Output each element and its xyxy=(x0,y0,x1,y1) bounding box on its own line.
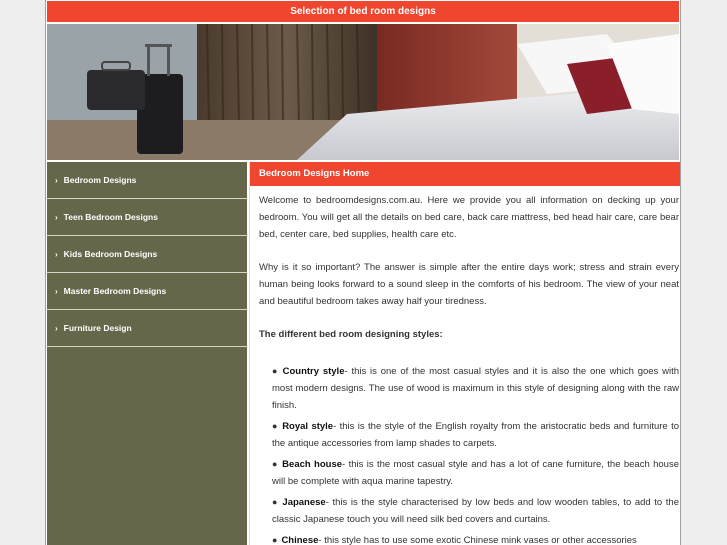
sidebar-nav xyxy=(47,162,247,545)
bullet-icon: ● xyxy=(272,535,278,545)
chevron-right-icon: › xyxy=(55,175,58,185)
list-item xyxy=(272,456,679,490)
sidebar-item-label: Furniture Design xyxy=(63,323,132,333)
style-name: Country style xyxy=(282,366,345,377)
style-description: - this is the most casual style and has a lot of cane furniture, the beach house will be complete with aqua marine tapestry. xyxy=(272,459,679,487)
chevron-right-icon: › xyxy=(55,249,58,259)
styles-subheading: The different bed room designing styles: xyxy=(259,329,443,340)
bullet-icon: ● xyxy=(272,421,279,431)
style-name: Japanese xyxy=(282,497,326,508)
style-description: - this is the style of the English royalty from the aristocratic beds and furniture to the antique accessories from lamp shades to carpets. xyxy=(272,421,679,449)
sidebar-item-label: Teen Bedroom Designs xyxy=(63,212,158,222)
style-name: Chinese xyxy=(281,535,319,545)
sidebar-item-kids-bedroom-designs[interactable] xyxy=(47,236,247,273)
sidebar-item-master-bedroom-designs[interactable] xyxy=(47,273,247,310)
content-heading-bar xyxy=(250,162,681,186)
banner-photo xyxy=(47,24,679,160)
intro-paragraph: Welcome to bedroomdesigns.com.au. Here we provide you all information on decking up your bedroom. You will get all the details on bed care, back care mattress, bed head hair care, care bear bed, center care, bed supplies, health care etc. xyxy=(259,195,679,240)
bullet-icon: ● xyxy=(272,366,279,376)
chevron-right-icon: › xyxy=(55,212,58,222)
list-item xyxy=(272,494,679,528)
style-name: Royal style xyxy=(282,421,334,432)
style-description: - this is one of the most casual styles and it is also the one which goes with most modern designs. The use of wood is maximum in this style of designing along with the raw finish. xyxy=(272,366,679,411)
sidebar-item-bedroom-designs[interactable] xyxy=(47,162,247,199)
sidebar-item-teen-bedroom-designs[interactable] xyxy=(47,199,247,236)
sidebar-item-label: Kids Bedroom Designs xyxy=(63,249,158,259)
site-title: Selection of bed room designs xyxy=(290,6,436,17)
bullet-icon: ● xyxy=(272,459,279,469)
importance-paragraph: Why is it so important? The answer is simple after the entire days work; stress and strain every human being looks forward to a sound sleep in the comforts of his bedroom. The view of your neat and beautiful bedroom takes away half your tiredness. xyxy=(259,262,679,307)
bedroom-banner-image xyxy=(47,24,679,160)
main-content xyxy=(249,162,681,545)
page-title: Bedroom Designs Home xyxy=(259,168,370,179)
site-title-bar xyxy=(47,1,679,22)
style-description: - this style has to use some exotic Chinese mink vases or other accessories xyxy=(318,535,637,545)
sidebar-item-furniture-design[interactable] xyxy=(47,310,247,347)
chevron-right-icon: › xyxy=(55,323,58,333)
styles-list xyxy=(259,363,679,545)
style-name: Beach house xyxy=(282,459,343,470)
page-container xyxy=(45,0,681,545)
list-item xyxy=(272,418,679,452)
bullet-icon: ● xyxy=(272,497,279,507)
sidebar-item-label: Master Bedroom Designs xyxy=(63,286,167,296)
content-body xyxy=(250,186,681,545)
style-description: - this is the style characterised by low beds and low wooden tables, to add to the classic Japanese touch you will need silk bed covers and curtains. xyxy=(272,497,679,525)
list-item xyxy=(272,363,679,414)
list-item xyxy=(272,532,679,545)
chevron-right-icon: › xyxy=(55,286,58,296)
sidebar-item-label: Bedroom Designs xyxy=(63,175,137,185)
